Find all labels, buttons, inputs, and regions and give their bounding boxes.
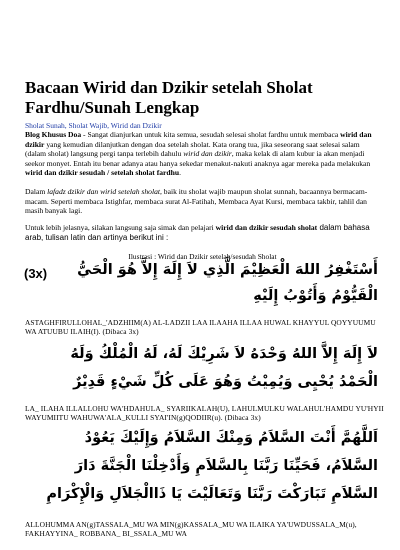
arabic-line-6: السَّلاَمُ، فَحَيِّنَا رَبَّنَا بِالسَّلاَمِ وَأَدْخِلْنَا الْجَنَّةَ دَارَ: [74, 458, 378, 474]
arabic-line-2: الْقَيُّوْمُ وَأَتُوْبُ إِلَيْهِ: [253, 288, 378, 304]
intro-paragraph: Blog Khusus Doa - Sangat dianjurkan untuk kita semua, sesudah selesai sholat fardhu untuk membaca wirid dan dzikir yang kemudian dilanjutkan dengan doa setelah sholat. Kata orang tua, jika seseorang saat selesai salam (dalam sholat) langsung pergi tanpa terlebih dahulu wirid dan dzikir, maka kelak di alam kubur ia akan menjadi seekor monyet. Entah itu benar adanya atau hanya sekedar menakut-nakuti anaknya agar mereka pada melakukan wirid dan dzikir sesudah / setelah sholat fardhu.: [25, 130, 372, 178]
arabic-line-3: لاَ إِلَهَ إِلاَّ اللهُ وَحْدَهُ لاَ شَرِيْكَ لَهُ، لَهُ الْمُلْكُ وَلَهُ: [70, 346, 378, 362]
arabic-line-5: اَللَّهُمَّ أَنْتَ السَّلاَمُ وَمِنْكَ السَّلاَمُ وَإِلَيْكَ يَعُوْدُ: [84, 430, 378, 446]
article-title: Bacaan Wirid dan Dzikir setelah Sholat Fardhu/Sunah Lengkap: [25, 78, 313, 117]
category-links[interactable]: Sholat Sunah, Sholat Wajib, Wirid dan Dzikir: [25, 121, 162, 130]
arabic-line-7: السَّلاَمِ تَبَارَكْتَ رَبَّنَا وَتَعَالَيْتَ يَا ذَاالْجَلاَلِ وَالْإِكْرَامِ: [46, 486, 378, 502]
illustration-caption: Ilustrasi : Wirid dan Dzikir setelah/sesudah Sholat: [128, 252, 277, 261]
transliteration-1: ASTAGHFIRULLOHAL_'ADZHIIM(A) AL-LADZII LAA ILAAHA ILLAA HUWAL KHAYYUL QOYYUUMU WA ATUUBU ILAIH(I). (Dibaca 3x): [25, 318, 376, 337]
second-paragraph: Dalam lafadz dzikir dan wirid setelah sholat, baik itu sholat wajib maupun sholat sunnah, bacaannya bermacam-macam. Seperti membaca Istighfar, membaca surat Al-Fatihah, Membaca Ayat Kursi, membaca takbir, tahlil dan masih banyak lagi.: [25, 187, 368, 216]
transliteration-3: ALLOHUMMA AN(g)TASSALA_MU WA MIN(g)KASSALA_MU WA ILAIKA YA'UWDUSSALA_M(u), FAKHAYYINA_ ROBBANA_ BI_SSALA_MU WA: [25, 520, 357, 539]
arabic-line-4: الْحَمْدُ يُحْيِى وَيُمِيْتُ وَهُوَ عَلَى كُلِّ شَيْءٍ قَدِيْرٌ: [73, 374, 378, 390]
repeat-count-label: (3x): [24, 266, 48, 281]
transliteration-2: LA_ ILAHA ILLALLOHU WA'HDAHULA_ SYARIIKALAH(U), LAHULMULKU WALAHUL'HAMDU YU'HYII WAYUMIITU WAHUWA'ALA_KULLI SYAI'IN(g)QODIIR(u). (Dibaca 3x): [25, 404, 384, 423]
blog-name: Blog Khusus Doa: [25, 130, 82, 139]
arabic-line-1: أَسْتَغْفِرُ اللهَ الْعَظِيْمَ الَّذِي لاَ إِلَهَ إِلاَّ هُوَ الْحَيُّ: [77, 262, 378, 278]
third-paragraph: Untuk lebih jelasnya, silakan langsung saja simak dan pelajari wirid dan dzikir sesudah sholat dalam bahasa arab, tulisan latin dan artinya berikut ini :: [25, 223, 370, 242]
